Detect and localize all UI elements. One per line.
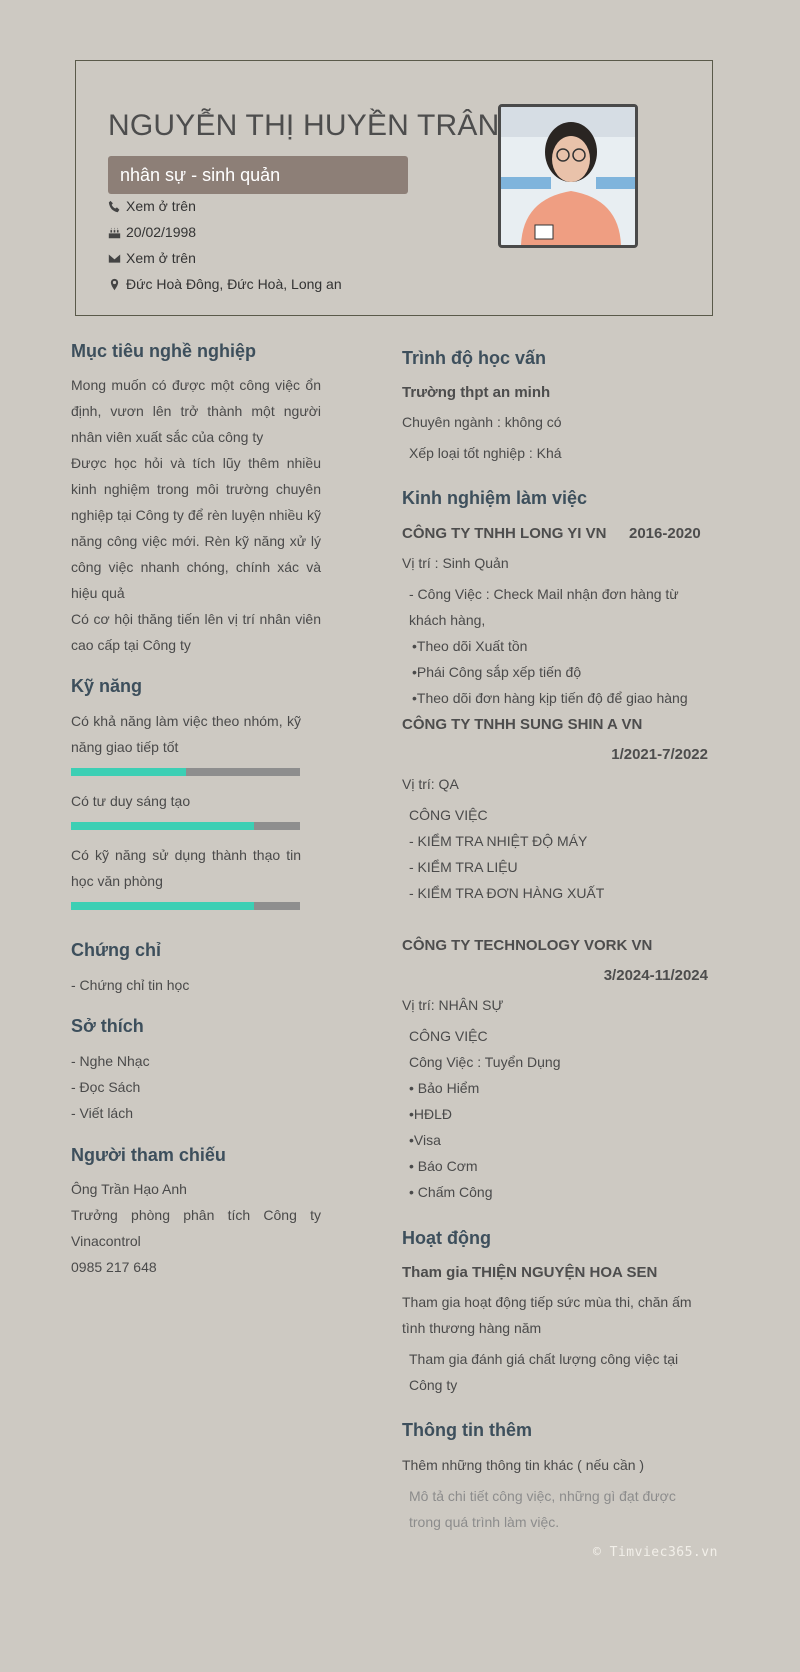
reference-name: Ông Trần Hạo Anh xyxy=(71,1181,187,1197)
skill-label: Có kỹ năng sử dụng thành thạo tin học văn phòng xyxy=(71,847,301,889)
job-line: •Visa xyxy=(409,1132,441,1148)
reference-phone: 0985 217 648 xyxy=(71,1259,157,1275)
job-line: CÔNG VIỆC xyxy=(409,1028,488,1044)
list-item: - Viết lách xyxy=(71,1105,133,1121)
job-company: CÔNG TY TECHNOLOGY VORK VN xyxy=(402,937,653,954)
envelope-icon xyxy=(108,252,121,265)
job-line: - KIỂM TRA LIỆU xyxy=(409,859,518,875)
list-item: - Đọc Sách xyxy=(71,1079,141,1095)
job-role: Vị trí: QA xyxy=(402,776,459,792)
objective-title: Mục tiêu nghề nghiệp xyxy=(71,341,256,361)
job-line: •HĐLĐ xyxy=(409,1106,453,1122)
more-info-placeholder: Mô tả chi tiết công việc, những gì đạt được trong quá trình làm việc. xyxy=(409,1488,676,1530)
position-badge: nhân sự - sinh quản xyxy=(108,156,408,194)
skill-bar-fill xyxy=(71,902,254,910)
skill-bar-fill xyxy=(71,768,186,776)
reference-role: Trưởng phòng phân tích Công ty Vinacontrol xyxy=(71,1207,321,1249)
education-major: Chuyên ngành : không có xyxy=(402,414,562,430)
education-grade: Xếp loại tốt nghiệp : Khá xyxy=(409,445,562,461)
job-period: 2016-2020 xyxy=(629,525,701,542)
experience-title: Kinh nghiệm làm việc xyxy=(402,488,588,508)
education-title: Trình độ học vấn xyxy=(402,348,547,368)
school-name: Trường thpt an minh xyxy=(402,384,551,401)
skill-bar xyxy=(71,768,300,776)
skill-bar xyxy=(71,902,300,910)
job-line: CÔNG VIỆC xyxy=(409,807,488,823)
watermark: © Timviec365.vn xyxy=(593,1545,718,1560)
reference-title: Người tham chiếu xyxy=(71,1145,226,1165)
skill-bar xyxy=(71,822,300,830)
profile-photo xyxy=(498,104,638,248)
skill-label: Có tư duy sáng tạo xyxy=(71,793,191,809)
activity-org: Tham gia THIỆN NGUYỆN HOA SEN xyxy=(402,1264,658,1281)
birthday-cake-icon xyxy=(108,226,121,239)
contact-email: Xem ở trên xyxy=(108,250,196,266)
skill-label: Có khả năng làm việc theo nhóm, kỹ năng giao tiếp tốt xyxy=(71,713,301,755)
job-line: •Phái Công sắp xếp tiến độ xyxy=(412,664,582,680)
candidate-name: NGUYỄN THỊ HUYỀN TRÂN xyxy=(108,109,500,142)
more-info-line: Thêm những thông tin khác ( nếu cần ) xyxy=(402,1457,645,1473)
contact-address: Đức Hoà Đông, Đức Hoà, Long an xyxy=(108,276,342,292)
objective-p3: Có cơ hội thăng tiến lên vị trí nhân viên cao cấp tại Công ty xyxy=(71,611,321,653)
job-line: - KIỂM TRA ĐƠN HÀNG XUẤT xyxy=(409,885,605,901)
hobbies-title: Sở thích xyxy=(71,1016,144,1036)
job-line: Công Việc : Tuyển Dụng xyxy=(409,1054,561,1070)
list-item: - Chứng chỉ tin học xyxy=(71,977,190,993)
job-line: • Chấm Công xyxy=(409,1184,493,1200)
job-line: - Công Việc : Check Mail nhận đơn hàng từ khách hàng, xyxy=(409,586,679,628)
job-line: •Theo dõi đơn hàng kịp tiến độ để giao hàng xyxy=(412,690,688,706)
job-company: CÔNG TY TNHH LONG YI VN xyxy=(402,525,607,542)
objective-p1: Mong muốn có được một công việc ổn định, vươn lên trở thành một người nhân viên xuất sắc của công ty xyxy=(71,377,321,445)
objective-p2: Được học hỏi và tích lũy thêm nhiều kinh nghiệm trong môi trường chuyên nghiệp tại Công ty để rèn luyện nhiều kỹ năng công việc mới. Rèn kỹ năng xử lý công việc nhanh chóng, chính xác và hiệu quả xyxy=(71,455,321,601)
job-line: • Bảo Hiểm xyxy=(409,1080,480,1096)
skills-title: Kỹ năng xyxy=(71,676,143,696)
skill-bar-fill xyxy=(71,822,254,830)
job-period: 3/2024-11/2024 xyxy=(603,967,708,984)
job-company: CÔNG TY TNHH SUNG SHIN A VN xyxy=(402,716,643,733)
more-info-title: Thông tin thêm xyxy=(402,1420,532,1440)
job-line: • Báo Cơm xyxy=(409,1158,478,1174)
phone-icon xyxy=(108,200,121,213)
job-line: - KIỂM TRA NHIỆT ĐỘ MÁY xyxy=(409,833,588,849)
job-role: Vị trí : Sinh Quản xyxy=(402,555,509,571)
certificates-title: Chứng chỉ xyxy=(71,940,162,960)
list-item: - Nghe Nhạc xyxy=(71,1053,150,1069)
map-marker-icon xyxy=(108,278,121,291)
cv-header xyxy=(75,60,713,316)
activity-p1: Tham gia hoạt động tiếp sức mùa thi, chăn ấm tình thương hàng năm xyxy=(402,1294,692,1336)
activities-title: Hoạt động xyxy=(402,1228,491,1248)
contact-birthday: 20/02/1998 xyxy=(108,224,196,240)
contact-phone: Xem ở trên xyxy=(108,198,196,214)
job-line: •Theo dõi Xuất tồn xyxy=(412,638,528,654)
activity-p2: Tham gia đánh giá chất lượng công việc tại Công ty xyxy=(409,1351,679,1393)
job-period: 1/2021-7/2022 xyxy=(611,746,708,763)
job-role: Vị trí: NHÂN SỰ xyxy=(402,997,504,1013)
